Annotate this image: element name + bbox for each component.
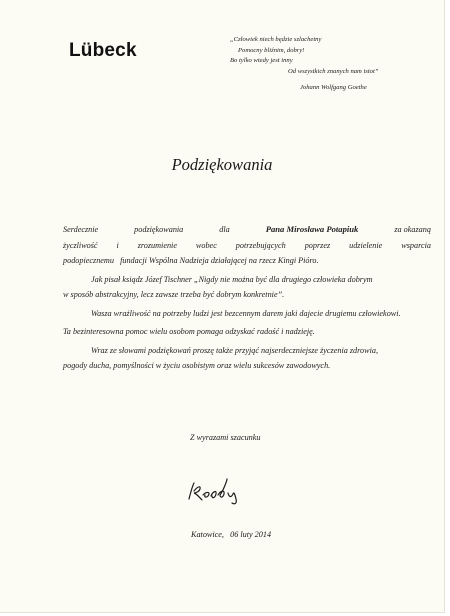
body-word: poprzez xyxy=(304,240,331,250)
body-line: Wasza wrażliwość na potrzeby ludzi jest bezcennym darem jaki dajecie drugiemu człowiekowi. xyxy=(91,308,401,318)
body-word: za okazaną xyxy=(394,225,431,234)
goethe-quote xyxy=(215,35,415,94)
quote-line: Od wszystkich znanych nam istot” xyxy=(288,67,379,75)
company-logo: Lübeck xyxy=(69,40,137,61)
body-word: dla xyxy=(219,225,230,234)
body-line: podopiecznemu fundacji Wspólna Nadzieja działającej na rzecz Kingi Pióro. xyxy=(63,256,319,265)
body-word: wsparcia xyxy=(401,240,431,250)
body-line: Wraz ze słowami podziękowań proszę także przyjąć najserdeczniejsze życzenia zdrowia, xyxy=(91,345,378,355)
quote-line: „Człowiek niech będzie szlachetny xyxy=(230,36,322,43)
body-word: podziękowania xyxy=(134,225,184,234)
body-word: i xyxy=(116,240,119,250)
body-word: życzliwość xyxy=(63,240,98,250)
body-word: wobec xyxy=(195,240,217,250)
letter-title: Podziękowania xyxy=(171,155,273,174)
recipient-name: Pana Mirosława Potapiuk xyxy=(265,224,359,234)
quote-author: Johann Wolfgang Goethe xyxy=(300,84,367,91)
letter-body xyxy=(63,222,431,374)
body-word: Serdecznie xyxy=(63,225,99,234)
body-line xyxy=(63,238,431,254)
closing-line: Z wyrazami szacunku xyxy=(190,433,261,442)
body-line xyxy=(63,222,431,238)
body-word: zrozumienie xyxy=(137,240,177,250)
body-line: pogody ducha, pomyślności w życiu osobistym oraz wielu sukcesów zawodowych. xyxy=(63,361,331,370)
quote-line: Pomocny bliźnim, dobry! xyxy=(238,46,305,54)
body-line: w sposób abstrakcyjny, lecz zawsze trzeba być dobrym konkretnie”. xyxy=(63,290,285,299)
handwritten-signature xyxy=(183,477,253,507)
body-word: udzielenie xyxy=(349,240,383,250)
date-line: Katowice, 06 luty 2014 xyxy=(191,530,272,539)
quote-line: Bo tylko wtedy jest inny xyxy=(230,57,293,64)
body-line: Ta bezinteresowna pomoc wielu osobom pomaga odzyskać radość i nadzieję. xyxy=(63,327,315,336)
body-word: potrzebujących xyxy=(235,240,286,250)
body-line: Jak pisał ksiądz Józef Tischner „Nigdy nie można być dla drugiego człowieka dobrym xyxy=(91,274,373,284)
